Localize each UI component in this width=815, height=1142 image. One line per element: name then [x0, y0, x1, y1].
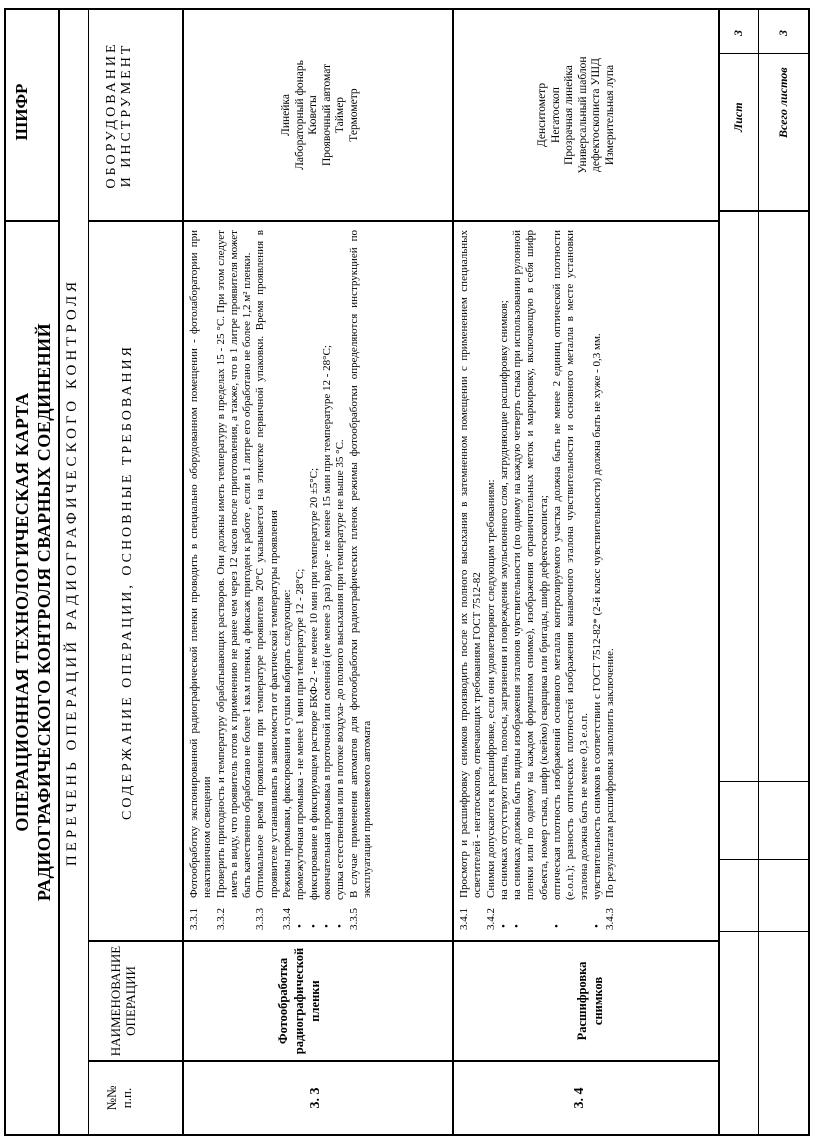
clause: 3.3.5 В случае применения автоматов для фотообработки радиографических пленок режимы фотообработки определяются инструкцией по эксплуатации применяемого автомата: [347, 230, 373, 930]
row-divider: [452, 8, 454, 1136]
col-header-content: СОДЕРЖАНИЕ ОПЕРАЦИИ, ОСНОВНЫЕ ТРЕБОВАНИЯ: [120, 344, 135, 820]
equipment-item: Денситометр: [536, 82, 548, 148]
bullet-item: • чувствительность снимков в соответствии с ГОСТ 7512-82* (2-й класс чувствительности) должна быть не хуже - 0,3 мм.: [590, 333, 603, 928]
sheet-number: 3: [731, 30, 745, 36]
bullet-item: • фиксирование в фиксирующем растворе БКФ-2 - не менее 10 мин при температуре 20 ±5°С;: [307, 467, 320, 928]
equipment-item: Кюветы: [307, 95, 320, 135]
footer-mid-line: [758, 8, 759, 1136]
bullet-item: • сушка естественная или в потоке воздуха- до полного высыхания при температуре не выше 35 °С.: [334, 439, 347, 928]
total-sheets-value: 3: [776, 30, 790, 36]
col-header-equipment-l2: И ИНСТРУМЕНТ: [119, 42, 134, 188]
cipher-label: ШИФР: [12, 83, 31, 141]
document-title-line1: ОПЕРАЦИОННАЯ ТЕХНОЛОГИЧЕСКАЯ КАРТА: [12, 392, 32, 832]
col-header-num: [104, 1062, 134, 1134]
footer-divider: [718, 8, 720, 1136]
bullet-item: • промежуточная промывка - не менее 1 мин при температуре 12 - 28°С;: [294, 568, 307, 928]
operation-content-3-4: [458, 230, 618, 930]
equipment-item: Проявочный автомат: [320, 63, 333, 167]
operation-content-3-3: [188, 230, 374, 930]
footer-v2: [718, 859, 810, 860]
operation-name: Расшифровка снимков: [575, 961, 605, 1041]
col-divider-content: [88, 220, 718, 222]
footer-v5: [718, 53, 810, 54]
section-divider: [88, 8, 89, 1136]
equipment-list-3-3: [280, 12, 362, 218]
equipment-item: Термометр: [347, 88, 360, 142]
clause: 3.3.4 Режимы промывки, фиксирования и сушки выбирать следующие:: [281, 589, 294, 930]
equipment-item: дефектоскописта УШД: [590, 58, 603, 173]
document-title-line2: РАДИОГРАФИЧЕСКОГО КОНТРОЛЯ СВАРНЫХ СОЕДИНЕНИЙ: [34, 322, 54, 902]
equipment-item: Измерительная лупа: [603, 64, 616, 166]
row-number: 3. 3: [308, 1087, 323, 1109]
col-header-name-l2: ОПЕРАЦИИ: [123, 966, 138, 1036]
clause: 3.3.2 Проверить пригодность и температуру обрабатывающих растворов. Они должны иметь температуру в пределах 15 - 25 °С. При этом следует иметь в виду, что проявитель готов к применению не ранее чем через 12 часов после приготовления, а также, что в 1 литре проявителя может быть качественно обработано не более 1 кв.м пленки, а фиксаж пригоден к работе , если в 1 литре его обработано не более 1,2 м² пленки.: [214, 230, 254, 930]
operation-name-l1: Фотообработка: [276, 957, 290, 1045]
sheet-label: Лист: [731, 102, 745, 132]
col-header-name: [108, 942, 138, 1060]
col-header-equipment-l1: ОБОРУДОВАНИЕ: [104, 41, 119, 189]
equipment-list-3-4: [536, 12, 618, 218]
row-number: 3. 4: [572, 1087, 587, 1109]
col-divider-num: [88, 1060, 718, 1062]
bullet-item: • оптическая плотность изображений основного металла контролируемого участка должна быть не менее 2 единиц оптической плотности (е.о.п.); разность оптических плотностей изображения канавочного эталона чувствительности и основного металла в месте установки эталона должна быть не менее 0,3 е.о.п.: [551, 230, 590, 928]
footer-v4: [718, 210, 810, 212]
operation-name-l3: пленки: [308, 980, 322, 1022]
clause: 3.4.1 Просмотр и расшифровку снимков производить после их полного высыхания в затемненном помещении с применением специальных осветителей - негатоскопов, отвечающих требованиям ГОСТ 7512-82: [458, 230, 484, 930]
operation-name: [275, 942, 323, 1060]
operation-name-l2: радиографической: [292, 947, 306, 1055]
header-divider: [182, 8, 184, 1136]
clause: 3.3.1 Фотообработку экспонированной радиографической пленки проводить в специально оборудованном помещении - фотолаборатории при неактиничном освещении: [188, 230, 214, 930]
bullet-item: • на снимках отсутствуют пятна, полосы, загрязнения и повреждения эмульсионного слоя, затрудняющие расшифровку снимков;: [497, 300, 510, 928]
equipment-item: Универсальный шаблон: [576, 56, 589, 174]
col-header-name-l1: НАИМЕНОВАНИЕ: [108, 945, 123, 1057]
footer-v3: [718, 781, 810, 782]
clause: 3.4.3 По результатам расшифровки заполнить заключение.: [604, 648, 617, 930]
clause: 3.4.2 Снимки допускаются к расшифровке, если они удовлетворяют следующим требованиям:: [484, 479, 497, 930]
col-header-equipment: [104, 10, 134, 220]
bullet-item: • окончательная промывка в проточной или сменной (не менее 3 раз) воде - не менее 15 мин при температуре 12 - 28°С;: [320, 345, 333, 928]
footer-v1: [718, 931, 810, 932]
equipment-item: Негатоскоп: [549, 87, 562, 143]
equipment-item: Таймер: [334, 96, 347, 134]
total-sheets-label: Всего листов: [776, 67, 790, 138]
col-header-num-l1: №№: [104, 1085, 119, 1111]
bullet-item: • на снимках должны быть видны изображения эталонов чувствительности (по одному на каждую четверть стыка при использовании рулонной пленки или по одному на каждом форматном снимке), изображения ограничительных меток и маркировку, включающую в себя шифр объекта, номер стыка, шифр (клеймо) сварщика или бригады, шифр дефектоскописта;: [511, 230, 550, 928]
clause: 3.3.3 Оптимальное время проявления при температуре проявителя 20°С указывается на этикетке первичной упаковки. Время проявления в проявителе устанавливать в зависимости от фактической температуры проявления: [254, 230, 280, 930]
title-divider: [58, 8, 60, 1136]
equipment-item: Линейка: [280, 94, 292, 136]
col-header-num-l2: п.п.: [119, 1087, 134, 1109]
equipment-item: Прозрачная линейка: [563, 65, 576, 165]
col-divider-name: [88, 940, 718, 942]
equipment-item: Лабораторный фонарь: [293, 60, 306, 170]
section-title: ПЕРЕЧЕНЬ ОПЕРАЦИЙ РАДИОГРАФИЧЕСКОГО КОНТРОЛЯ: [64, 277, 80, 867]
